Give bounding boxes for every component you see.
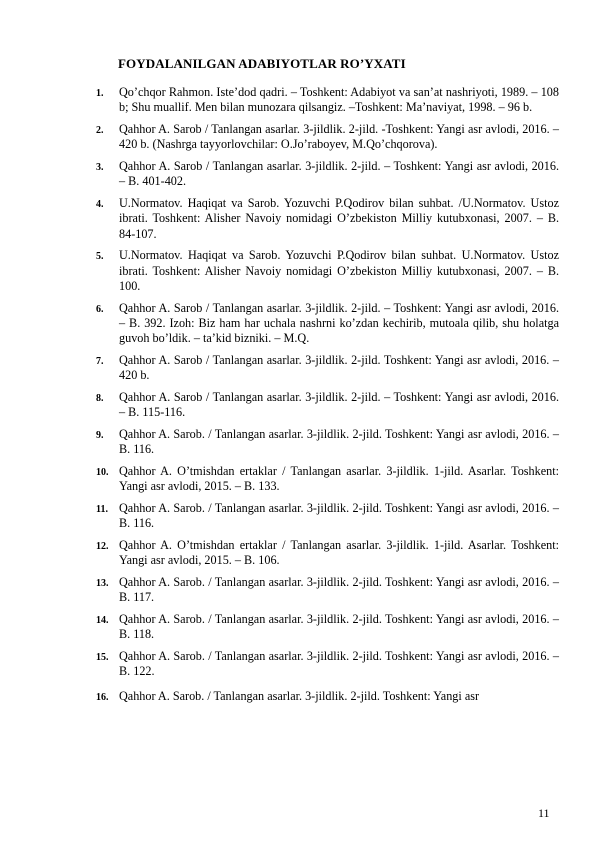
- reference-text: Qahhor A. Sarob. / Tanlangan asarlar. 3-jildlik. 2-jild. Toshkent: Yangi asr avlodi, 2016. – B. 117.: [119, 574, 559, 604]
- reference-item: [96, 85, 559, 116]
- reference-item: [96, 301, 559, 347]
- reference-item: [96, 122, 559, 153]
- reference-number: 16.: [96, 692, 109, 704]
- reference-text: Qahhor A. Sarob / Tanlangan asarlar. 3-jildlik. 2-jild. – Toshkent: Yangi asr avlodi, 2016. – B. 115-116.: [119, 389, 559, 420]
- reference-number: 6.: [96, 303, 104, 315]
- reference-item: [96, 575, 559, 606]
- page-number: 11: [538, 806, 550, 820]
- reference-item: [96, 464, 559, 495]
- reference-number: 12.: [96, 540, 109, 552]
- reference-text: Qahhor A. Sarob. / Tanlangan asarlar. 3-jildlik. 2-jild. Toshkent: Yangi asr avlodi, 2016. – B. 122.: [119, 648, 559, 678]
- reference-text: Qahhor A. O’tmishdan ertaklar / Tanlangan asarlar. 3-jildlik. 1-jild. Asarlar. Toshkent: Yangi asr avlodi, 2015. – B. 106.: [119, 537, 559, 568]
- reference-text: U.Normatov. Haqiqat va Sarob. Yozuvchi P.Qodirov bilan suhbat. /U.Normatov. Ustoz ibrati. Toshkent: Alisher Navoiy nomidagi O’zbekiston Milliy kutubxonasi, 2007. – B. 84-107.: [119, 195, 559, 241]
- reference-number: 10.: [96, 466, 109, 478]
- reference-number: 4.: [96, 198, 104, 210]
- reference-item: [96, 390, 559, 421]
- reference-text: Qahhor A. Sarob / Tanlangan asarlar. 3-jildlik. 2-jild. – Toshkent: Yangi asr avlodi, 2016. – B. 401-402.: [119, 158, 559, 189]
- reference-list: [96, 85, 559, 711]
- reference-item: [96, 538, 559, 569]
- page-title: FOYDALANILGAN ADABIYOTLAR RO’YXATI: [118, 56, 406, 71]
- reference-number: 14.: [96, 614, 109, 626]
- reference-text: Qahhor A. Sarob. / Tanlangan asarlar. 3-jildlik. 2-jild. Toshkent: Yangi asr avlodi, 2016. – B. 116.: [119, 500, 559, 531]
- reference-item: [96, 353, 559, 384]
- reference-text: Qahhor A. Sarob / Tanlangan asarlar. 3-jildlik. 2-jild. -Toshkent: Yangi asr avlodi, 2016. – 420 b. (Nashrga tayyorlovchilar: O.Jo’raboyev, M.Qo’chqorova).: [119, 121, 559, 152]
- reference-item: [96, 196, 559, 242]
- reference-text: Qahhor A. Sarob. / Tanlangan asarlar. 3-jildlik. 2-jild. Toshkent: Yangi asr: [119, 689, 480, 704]
- reference-item: [96, 612, 559, 643]
- reference-item: [96, 689, 559, 704]
- reference-number: 5.: [96, 251, 104, 263]
- reference-number: 8.: [96, 392, 104, 404]
- reference-number: 2.: [96, 124, 104, 136]
- reference-number: 11.: [96, 503, 108, 515]
- reference-number: 3.: [96, 161, 104, 173]
- reference-item: [96, 649, 559, 680]
- reference-number: 1.: [96, 88, 104, 99]
- reference-number: 13.: [96, 577, 109, 589]
- reference-text: Qahhor A. Sarob. / Tanlangan asarlar. 3-jildlik. 2-jild. Toshkent: Yangi asr avlodi, 2016. – B. 118.: [119, 611, 559, 641]
- reference-number: 9.: [96, 429, 104, 441]
- reference-text: Qahhor A. Sarob. / Tanlangan asarlar. 3-jildlik. 2-jild. Toshkent: Yangi asr avlodi, 2016. – B. 116.: [119, 426, 559, 457]
- reference-number: 7.: [96, 355, 104, 367]
- reference-text: Qahhor A. O’tmishdan ertaklar / Tanlangan asarlar. 3-jildlik. 1-jild. Asarlar. Toshkent: Yangi asr avlodi, 2015. – B. 133.: [119, 463, 559, 494]
- reference-text: U.Normatov. Haqiqat va Sarob. Yozuvchi P.Qodirov bilan suhbat. U.Normatov. Ustoz ibrati. Toshkent: Alisher Navoiy nomidagi O’zbekiston Milliy kutubxonasi, 2007. – B. 100.: [119, 248, 559, 293]
- reference-text: Qahhor A. Sarob / Tanlangan asarlar. 3-jildlik. 2-jild. – Toshkent: Yangi asr avlodi, 2016. – B. 392. Izoh: Biz ham har uchala nashrni ko’zdan kechirib, mutoala qilib, shu holatga guvoh bo’ldik. – ta’kid bizniki. – M.Q.: [119, 300, 559, 346]
- reference-item: [96, 427, 559, 458]
- reference-text: Qo’chqor Rahmon. Iste’dod qadri. – Toshkent: Adabiyot va san’at nashriyoti, 1989. – 108 b; Shu muallif. Men bilan munozara qilsangiz. –Toshkent: Ma’naviyat, 1998. – 96 b.: [119, 85, 559, 115]
- reference-item: [96, 501, 559, 532]
- reference-number: 15.: [96, 651, 109, 663]
- reference-item: [96, 159, 559, 190]
- reference-item: [96, 248, 559, 294]
- reference-text: Qahhor A. Sarob / Tanlangan asarlar. 3-jildlik. 2-jild. Toshkent: Yangi asr avlodi, 2016. – 420 b.: [119, 352, 559, 383]
